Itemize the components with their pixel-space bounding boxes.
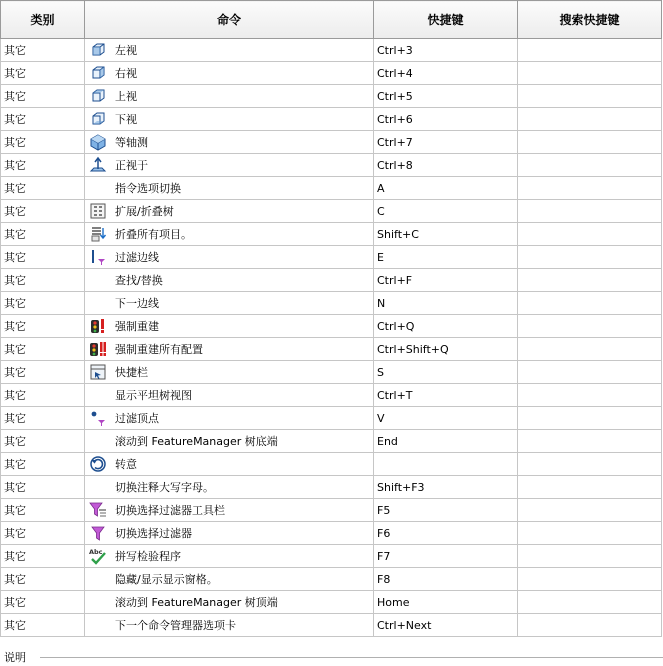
search-shortcut-cell[interactable]	[518, 430, 662, 453]
command-cell	[85, 499, 374, 522]
shortcut-cell[interactable]: Ctrl+Next	[374, 614, 518, 637]
shortcut-cell[interactable]: S	[374, 361, 518, 384]
table-row[interactable]	[1, 39, 662, 62]
command-label: 正视于	[115, 159, 148, 172]
category-cell: 其它	[1, 62, 85, 85]
command-label: 拼写检验程序	[115, 550, 181, 563]
header-row	[1, 1, 662, 39]
command-label: 等轴测	[115, 136, 148, 149]
command-cell	[85, 522, 374, 545]
table-row[interactable]	[1, 315, 662, 338]
category-cell: 其它	[1, 384, 85, 407]
command-label: 切换选择过滤器工具栏	[115, 504, 225, 517]
column-header-shortcut[interactable]: 快捷键	[374, 1, 518, 39]
icon-placeholder	[89, 271, 107, 289]
category-cell: 其它	[1, 476, 85, 499]
command-label: 下一边线	[115, 297, 159, 310]
command-cell	[85, 177, 374, 200]
category-cell: 其它	[1, 39, 85, 62]
column-header-category[interactable]: 类别	[1, 1, 85, 39]
table-row[interactable]	[1, 338, 662, 361]
shortcut-cell[interactable]: F8	[374, 568, 518, 591]
command-cell	[85, 39, 374, 62]
table-row[interactable]	[1, 591, 662, 614]
command-label: 切换注释大写字母。	[115, 481, 214, 494]
command-label: 查找/替换	[115, 274, 163, 287]
command-cell	[85, 85, 374, 108]
command-cell	[85, 453, 374, 476]
search-shortcut-cell[interactable]	[518, 407, 662, 430]
search-shortcut-cell[interactable]	[518, 200, 662, 223]
icon-placeholder	[89, 593, 107, 611]
shortcut-cell[interactable]: Shift+C	[374, 223, 518, 246]
category-cell: 其它	[1, 269, 85, 292]
category-cell: 其它	[1, 453, 85, 476]
view-left-icon	[89, 41, 107, 59]
command-label: 显示平坦树视图	[115, 389, 192, 402]
icon-placeholder	[89, 294, 107, 312]
search-shortcut-cell[interactable]	[518, 499, 662, 522]
command-cell	[85, 315, 374, 338]
divider	[40, 657, 663, 658]
shortcut-cell[interactable]: Ctrl+F	[374, 269, 518, 292]
column-header-command[interactable]: 命令	[85, 1, 374, 39]
icon-placeholder	[89, 616, 107, 634]
shortcut-cell[interactable]: F5	[374, 499, 518, 522]
table-row[interactable]	[1, 453, 662, 476]
command-label: 下一个命令管理器选项卡	[115, 619, 236, 632]
isometric-icon	[89, 133, 107, 151]
shortcut-cell[interactable]	[374, 453, 518, 476]
icon-placeholder	[89, 179, 107, 197]
command-label: 右视	[115, 67, 137, 80]
command-cell	[85, 292, 374, 315]
selection-filter-icon	[89, 524, 107, 542]
search-shortcut-cell[interactable]	[518, 177, 662, 200]
command-cell	[85, 430, 374, 453]
normal-to-icon	[89, 156, 107, 174]
table-row[interactable]	[1, 430, 662, 453]
expand-tree-icon	[89, 202, 107, 220]
table-row[interactable]	[1, 361, 662, 384]
selection-filter-toolbar-icon	[89, 501, 107, 519]
column-header-search-shortcut[interactable]: 搜索快捷键	[518, 1, 662, 39]
shortcut-cell[interactable]: Ctrl+6	[374, 108, 518, 131]
shortcut-bar-icon	[89, 363, 107, 381]
command-cell	[85, 591, 374, 614]
command-cell	[85, 614, 374, 637]
table-row[interactable]	[1, 131, 662, 154]
command-cell	[85, 338, 374, 361]
category-cell: 其它	[1, 177, 85, 200]
category-cell: 其它	[1, 522, 85, 545]
search-shortcut-cell[interactable]	[518, 453, 662, 476]
search-shortcut-cell[interactable]	[518, 361, 662, 384]
command-label: 下视	[115, 113, 137, 126]
command-cell	[85, 154, 374, 177]
table-row[interactable]	[1, 154, 662, 177]
table-row[interactable]	[1, 545, 662, 568]
shortcut-cell[interactable]: End	[374, 430, 518, 453]
command-cell	[85, 568, 374, 591]
search-shortcut-cell[interactable]	[518, 39, 662, 62]
command-label: 指令选项切换	[115, 182, 181, 195]
shortcut-cell[interactable]: Home	[374, 591, 518, 614]
shortcut-cell[interactable]: Ctrl+3	[374, 39, 518, 62]
category-cell: 其它	[1, 361, 85, 384]
table-row[interactable]	[1, 292, 662, 315]
icon-placeholder	[89, 478, 107, 496]
command-cell	[85, 476, 374, 499]
command-label: 快捷栏	[115, 366, 148, 379]
category-cell: 其它	[1, 591, 85, 614]
table-row[interactable]	[1, 246, 662, 269]
shortcut-cell[interactable]: F6	[374, 522, 518, 545]
command-label: 滚动到 FeatureManager 树底端	[115, 435, 278, 448]
shortcut-cell[interactable]: C	[374, 200, 518, 223]
category-cell: 其它	[1, 568, 85, 591]
view-bottom-icon	[89, 110, 107, 128]
table-row[interactable]	[1, 62, 662, 85]
command-label: 折叠所有项目。	[115, 228, 192, 241]
filter-edges-icon	[89, 248, 107, 266]
search-shortcut-cell[interactable]	[518, 591, 662, 614]
table-row[interactable]	[1, 177, 662, 200]
category-cell: 其它	[1, 614, 85, 637]
shortcut-cell[interactable]: Shift+F3	[374, 476, 518, 499]
search-shortcut-cell[interactable]	[518, 246, 662, 269]
category-cell: 其它	[1, 430, 85, 453]
search-shortcut-cell[interactable]	[518, 315, 662, 338]
table-row[interactable]	[1, 200, 662, 223]
table-row[interactable]	[1, 108, 662, 131]
category-cell: 其它	[1, 131, 85, 154]
command-label: 过滤顶点	[115, 412, 159, 425]
table-row[interactable]	[1, 384, 662, 407]
view-right-icon	[89, 64, 107, 82]
table-row[interactable]	[1, 476, 662, 499]
shortcut-cell[interactable]: N	[374, 292, 518, 315]
shortcut-cell[interactable]: Ctrl+7	[374, 131, 518, 154]
shortcut-cell[interactable]: Ctrl+4	[374, 62, 518, 85]
command-cell	[85, 223, 374, 246]
command-cell	[85, 62, 374, 85]
command-label: 上视	[115, 90, 137, 103]
category-cell: 其它	[1, 154, 85, 177]
collapse-items-icon	[89, 225, 107, 243]
icon-placeholder	[89, 432, 107, 450]
shortcut-cell[interactable]: Ctrl+Q	[374, 315, 518, 338]
search-shortcut-cell[interactable]	[518, 338, 662, 361]
force-rebuild-icon	[89, 317, 107, 335]
table-row[interactable]	[1, 269, 662, 292]
command-label: 强制重建所有配置	[115, 343, 203, 356]
command-cell	[85, 361, 374, 384]
command-cell	[85, 200, 374, 223]
force-rebuild-all-icon	[89, 340, 107, 358]
search-shortcut-cell[interactable]	[518, 545, 662, 568]
command-cell	[85, 407, 374, 430]
command-label: 隐藏/显示显示窗格。	[115, 573, 218, 586]
search-shortcut-cell[interactable]	[518, 108, 662, 131]
search-shortcut-cell[interactable]	[518, 568, 662, 591]
search-shortcut-cell[interactable]	[518, 476, 662, 499]
command-label: 过滤边线	[115, 251, 159, 264]
category-cell: 其它	[1, 223, 85, 246]
search-shortcut-cell[interactable]	[518, 522, 662, 545]
icon-placeholder	[89, 570, 107, 588]
category-cell: 其它	[1, 108, 85, 131]
table-row[interactable]	[1, 568, 662, 591]
search-shortcut-cell[interactable]	[518, 131, 662, 154]
command-cell	[85, 246, 374, 269]
command-label: 滚动到 FeatureManager 树顶端	[115, 596, 278, 609]
command-cell	[85, 384, 374, 407]
category-cell: 其它	[1, 315, 85, 338]
search-shortcut-cell[interactable]	[518, 62, 662, 85]
shortcut-cell[interactable]: Ctrl+T	[374, 384, 518, 407]
command-label: 扩展/折叠树	[115, 205, 174, 218]
spell-check-icon	[89, 547, 107, 565]
command-label: 左视	[115, 44, 137, 57]
search-shortcut-cell[interactable]	[518, 614, 662, 637]
category-cell: 其它	[1, 545, 85, 568]
category-cell: 其它	[1, 338, 85, 361]
command-label: 强制重建	[115, 320, 159, 333]
shortcut-cell[interactable]: F7	[374, 545, 518, 568]
view-top-icon	[89, 87, 107, 105]
shortcut-cell[interactable]: Ctrl+5	[374, 85, 518, 108]
shortcut-cell[interactable]: A	[374, 177, 518, 200]
table-row[interactable]	[1, 614, 662, 637]
table-row[interactable]	[1, 522, 662, 545]
shortcut-cell[interactable]: Ctrl+8	[374, 154, 518, 177]
command-cell	[85, 131, 374, 154]
table-row[interactable]	[1, 499, 662, 522]
category-cell: 其它	[1, 407, 85, 430]
search-shortcut-cell[interactable]	[518, 85, 662, 108]
search-shortcut-cell[interactable]	[518, 384, 662, 407]
search-shortcut-cell[interactable]	[518, 223, 662, 246]
table-row[interactable]	[1, 85, 662, 108]
search-shortcut-cell[interactable]	[518, 269, 662, 292]
shortcut-cell[interactable]: V	[374, 407, 518, 430]
search-shortcut-cell[interactable]	[518, 154, 662, 177]
table-row[interactable]	[1, 223, 662, 246]
description-label: 说明	[4, 651, 26, 664]
category-cell: 其它	[1, 85, 85, 108]
command-label: 切换选择过滤器	[115, 527, 192, 540]
category-cell: 其它	[1, 200, 85, 223]
category-cell: 其它	[1, 499, 85, 522]
command-label: 转意	[115, 458, 137, 471]
table-row[interactable]	[1, 407, 662, 430]
shortcut-cell[interactable]: Ctrl+Shift+Q	[374, 338, 518, 361]
category-cell: 其它	[1, 292, 85, 315]
icon-placeholder	[89, 386, 107, 404]
rotate-icon	[89, 455, 107, 473]
category-cell: 其它	[1, 246, 85, 269]
shortcut-cell[interactable]: E	[374, 246, 518, 269]
search-shortcut-cell[interactable]	[518, 292, 662, 315]
svg-text:Abc: Abc	[89, 548, 103, 556]
command-cell	[85, 545, 374, 568]
filter-vertices-icon	[89, 409, 107, 427]
command-cell	[85, 108, 374, 131]
command-cell	[85, 269, 374, 292]
